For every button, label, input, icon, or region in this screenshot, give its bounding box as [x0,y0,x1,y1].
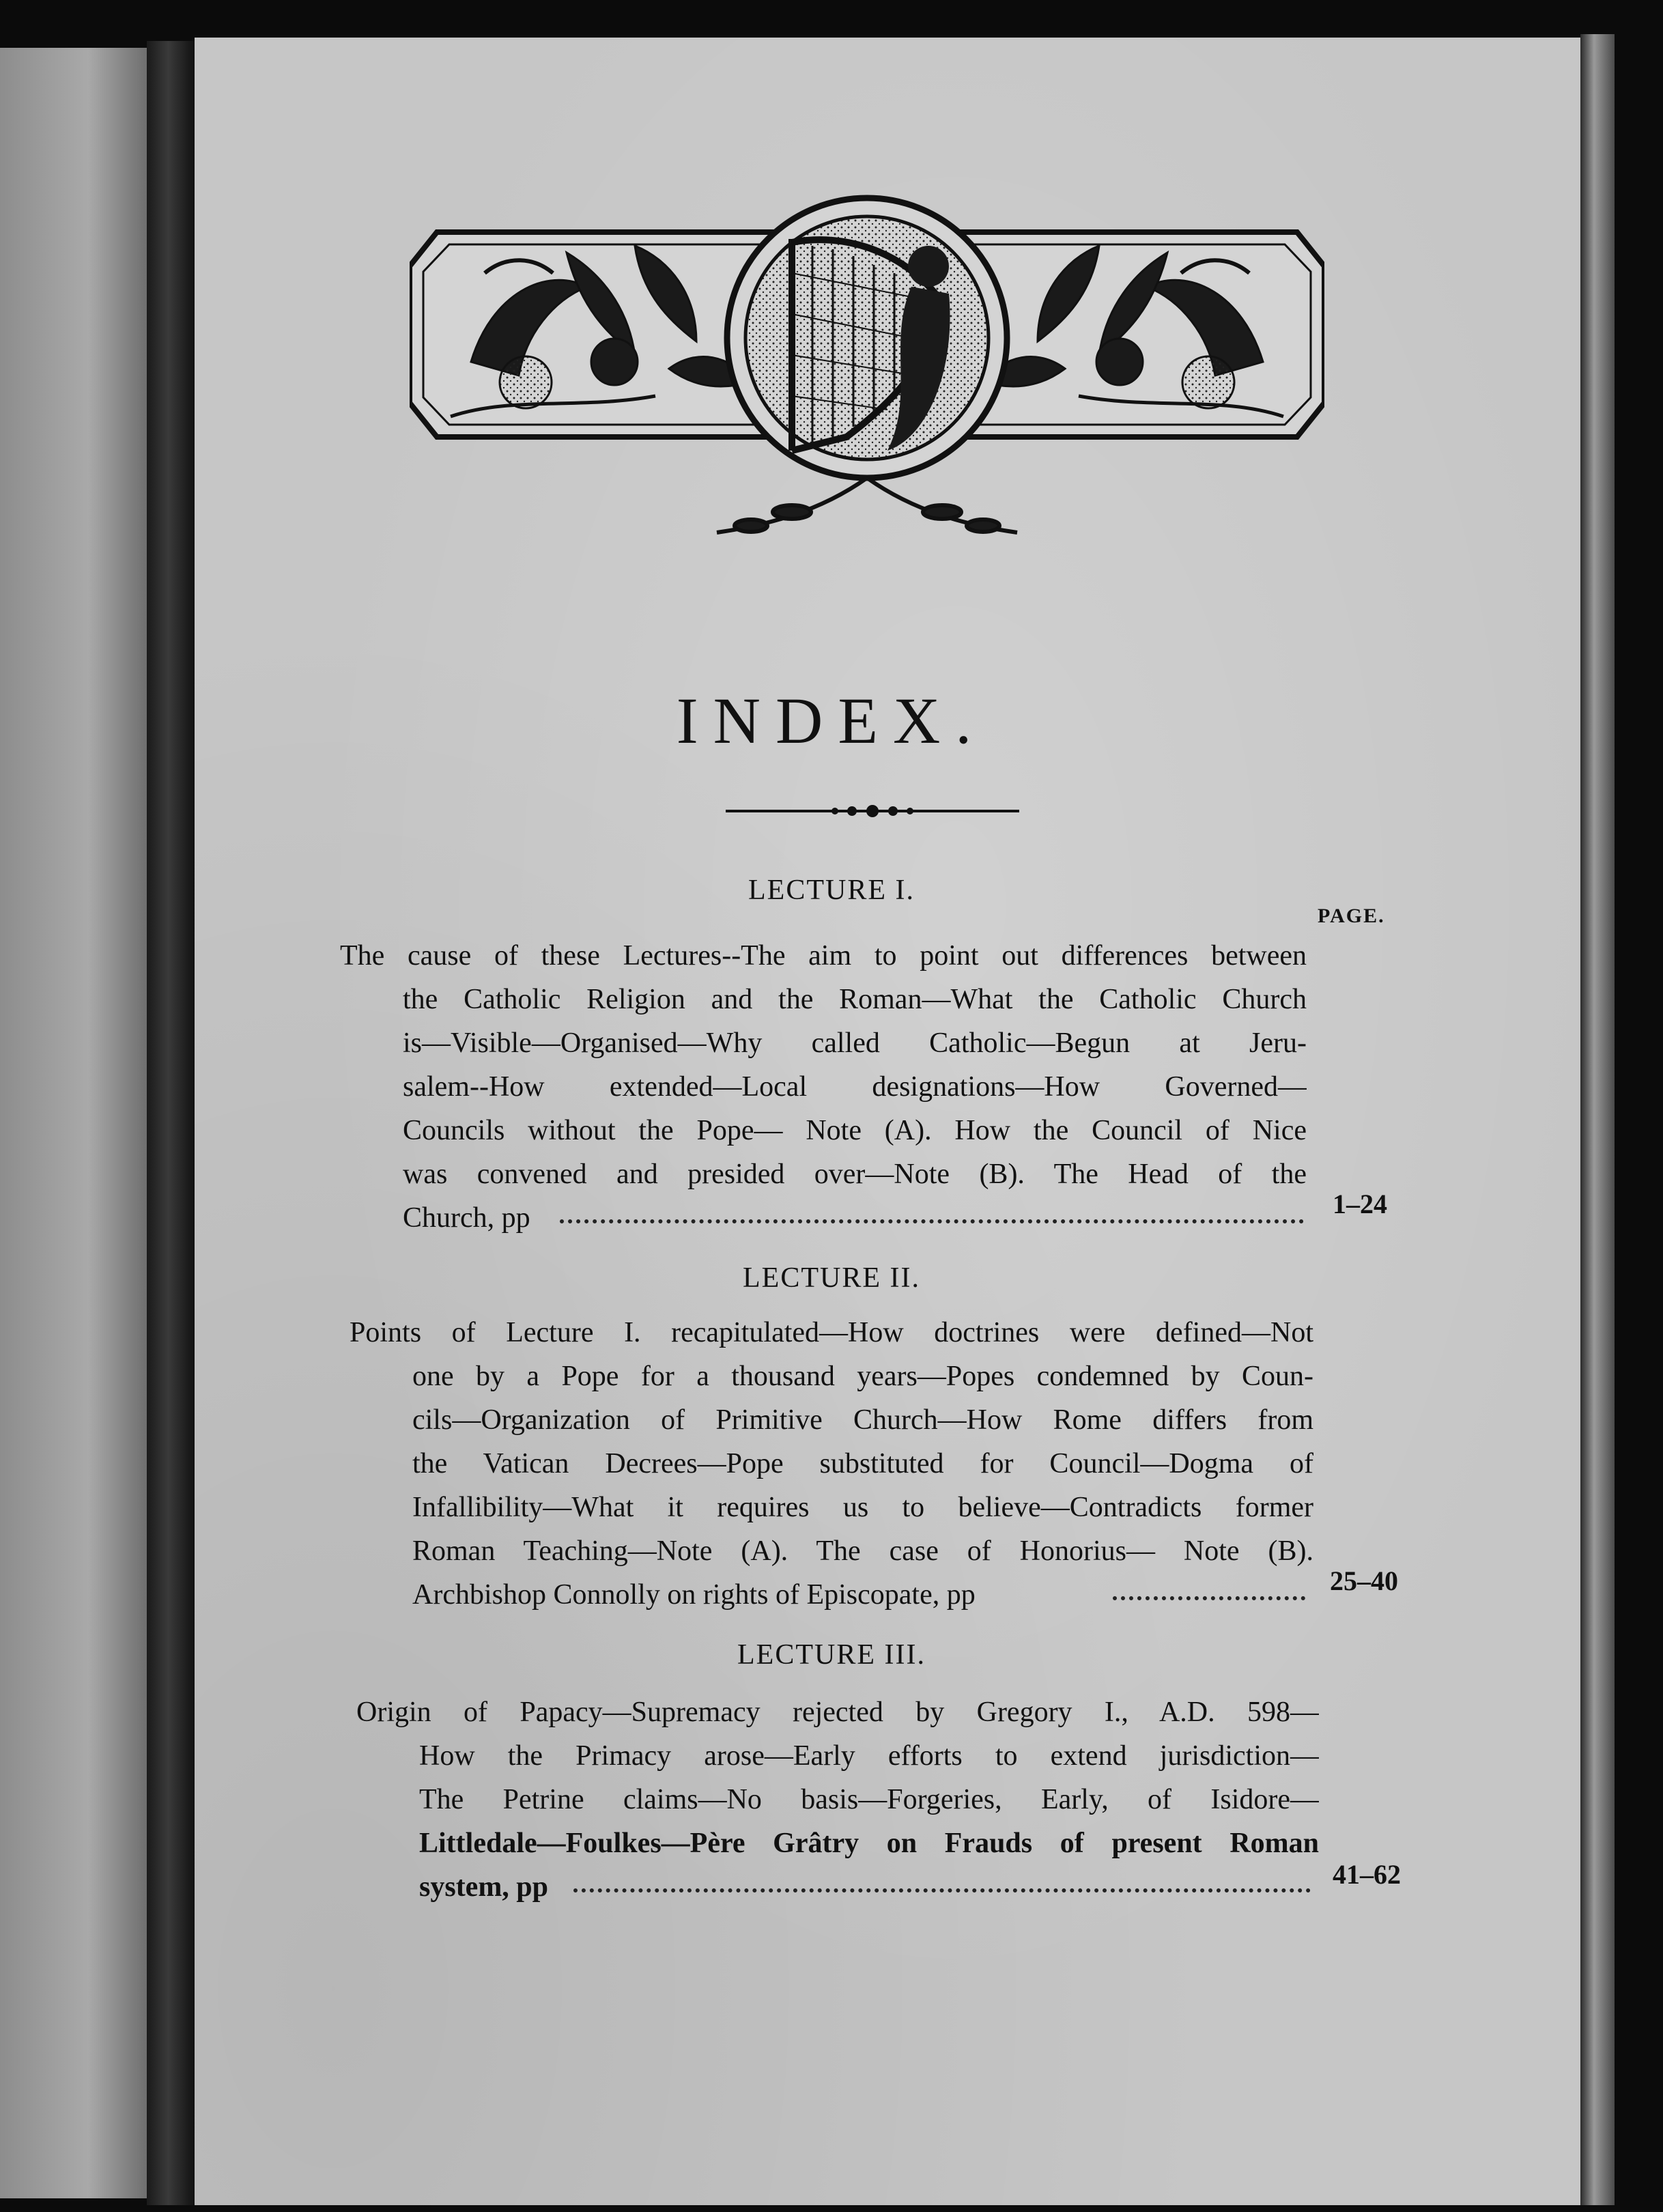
lecture-heading: LECTURE II. [743,1262,920,1294]
lecture-entry-line: the Catholic Religion and the Roman—What the Catholic Church [403,984,1307,1015]
lecture-heading: LECTURE III. [737,1639,926,1671]
dot-leader [573,1883,1311,1892]
lecture-entry-line: The cause of these Lectures--The aim to point out differences between [340,940,1307,972]
lecture-entry-line: cils—Organization of Primitive Church—How Rome differs from [412,1404,1313,1436]
page-range: 41–62 [1333,1859,1401,1890]
left-page-edge [0,48,147,2198]
lecture-entry-line: Councils without the Pope— Note (A). How the Council of Nice [403,1115,1307,1146]
page-column-label: PAGE. [1318,905,1385,927]
page-title: INDEX. [676,684,987,757]
lecture-entry-line: Littledale—Foulkes—Père Grâtry on Frauds of present Roman [419,1828,1319,1859]
lecture-entry-line: is—Visible—Organised—Why called Catholic—Begun at Jeru- [403,1027,1307,1059]
lecture-entry-line: How the Primacy arose—Early efforts to extend jurisdiction— [419,1740,1319,1772]
lecture-heading: LECTURE I. [748,875,915,906]
book-gutter [147,41,195,2205]
dot-leader [1113,1591,1305,1600]
lecture-entry-line: Infallibility—What it requires us to believe—Contradicts former [412,1492,1313,1523]
lecture-entry-line: Church, pp [403,1202,530,1234]
page-range: 1–24 [1333,1189,1387,1219]
lecture-entry-line: The Petrine claims—No basis—Forgeries, Early, of Isidore— [419,1784,1319,1815]
lecture-entry-line: the Vatican Decrees—Pope substituted for Council—Dogma of [412,1448,1313,1479]
lecture-entry-line: Archbishop Connolly on rights of Episcopate, pp [412,1579,976,1611]
lecture-entry-line: Points of Lecture I. recapitulated—How doctrines were defined—Not [350,1317,1313,1348]
right-page-edge [1580,34,1615,2205]
dot-leader [560,1214,1304,1223]
lecture-entry-line: salem--How extended—Local designations—How Governed— [403,1071,1307,1103]
lecture-entry-line: was convened and presided over—Note (B). The Head of the [403,1159,1307,1190]
lecture-entry-line: system, pp [419,1871,549,1903]
lecture-entry-line: one by a Pope for a thousand years—Popes condemned by Coun- [412,1361,1313,1392]
lecture-entry-line: Origin of Papacy—Supremacy rejected by Gregory I., A.D. 598— [356,1697,1319,1728]
page-range: 25–40 [1330,1565,1398,1596]
lecture-entry-line: Roman Teaching—Note (A). The case of Honorius— Note (B). [412,1535,1313,1567]
ornamental-rule-icon [726,804,1019,818]
headpiece-ornament-icon [410,191,1324,546]
